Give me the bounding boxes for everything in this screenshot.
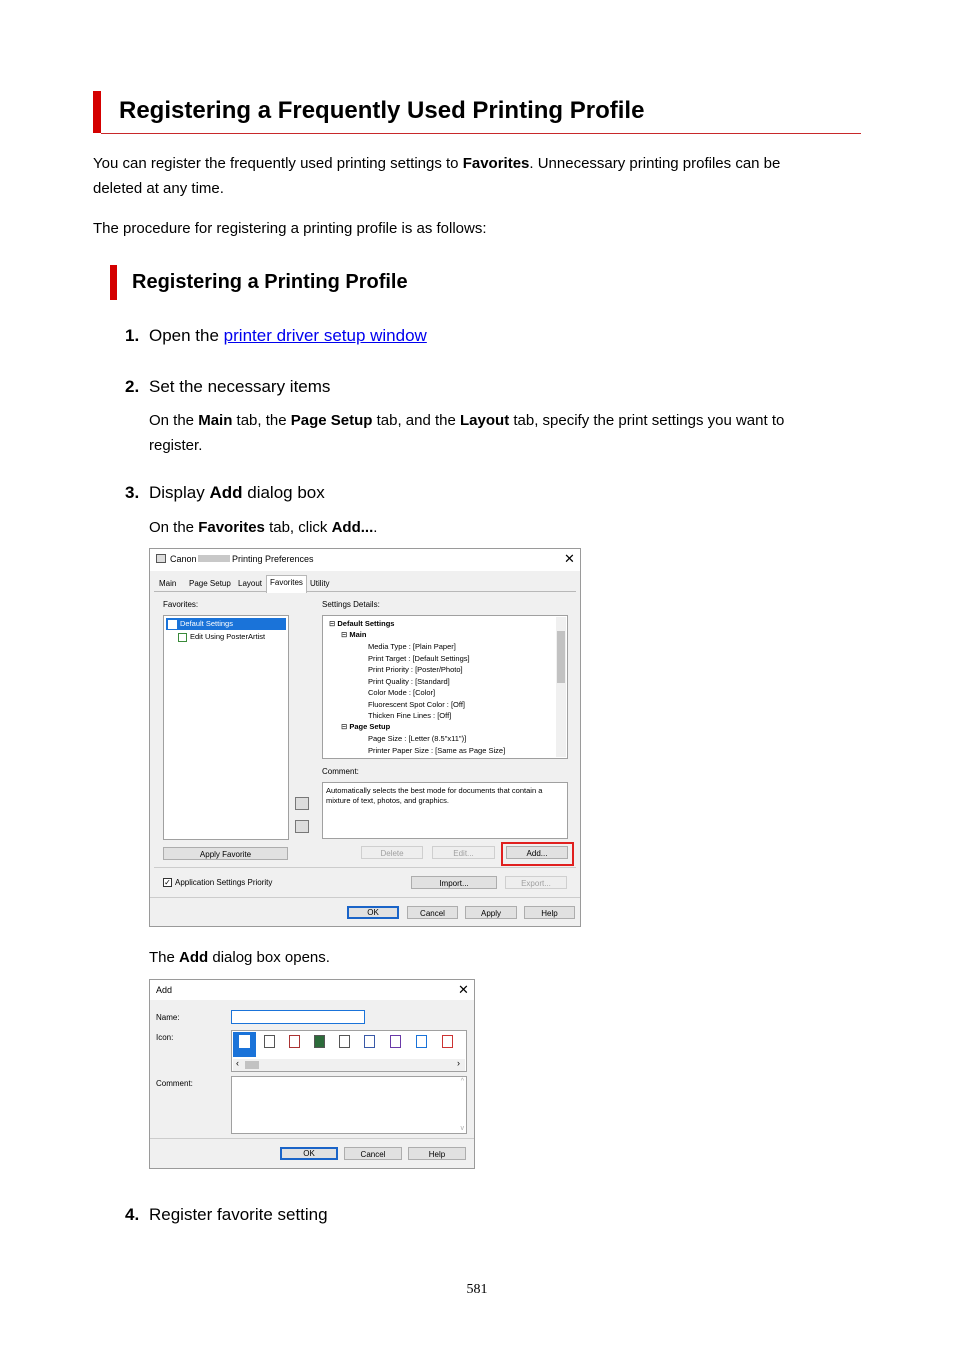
intro-text-rest: . Unnecessary printing profiles can be (529, 155, 781, 172)
scrollbar-thumb[interactable] (557, 631, 565, 683)
desc-text: tab, the (232, 412, 291, 429)
scrollbar-thumb[interactable] (245, 1061, 259, 1069)
tree-main-items (368, 641, 470, 722)
procedure-intro: The procedure for registering a printing profile is as follows: (93, 220, 487, 237)
desc-text: dialog box opens. (208, 949, 330, 966)
tree-item: Page Size : [Letter (8.5"x11")] (368, 734, 467, 743)
apply-favorite-button[interactable]: Apply Favorite (163, 847, 288, 860)
step-3-description (149, 515, 377, 540)
export-button[interactable]: Export... (505, 876, 567, 889)
tab-utility[interactable]: Utility (310, 579, 330, 588)
intro-text-line2: deleted at any time. (93, 180, 224, 197)
scroll-up-icon[interactable]: ^ (460, 1078, 464, 1085)
separator (154, 867, 576, 868)
printer-icon (156, 554, 166, 563)
comment-label: Comment: (156, 1079, 193, 1088)
desc-text: The (149, 949, 180, 966)
desc-bold: Add (179, 949, 209, 966)
desc-text: On the (149, 519, 199, 536)
tree-item: Color Mode : [Color] (368, 688, 436, 697)
apply-button[interactable]: Apply (465, 906, 517, 919)
heading-underline (101, 133, 861, 134)
add-button[interactable]: Add... (506, 846, 568, 859)
close-icon[interactable]: ✕ (458, 982, 469, 997)
tree-main-node: ⊟ Main (341, 630, 367, 639)
page-title: Registering a Frequently Used Printing Profile (119, 97, 645, 124)
tree-item: Printer Paper Size : [Same as Page Size] (368, 745, 506, 755)
step-number: 3. (125, 483, 140, 502)
app-priority-label: Application Settings Priority (175, 878, 273, 887)
favorites-list[interactable] (163, 615, 289, 840)
tree-item: Print Quality : [Standard] (368, 676, 450, 686)
favorite-label: Default Settings (180, 619, 233, 628)
favorite-item-default[interactable] (166, 618, 286, 630)
delete-button[interactable]: Delete (361, 846, 423, 859)
favorite-item-posterartist[interactable] (178, 631, 265, 643)
app-priority-checkbox[interactable]: ✓ (164, 878, 171, 887)
dialog-title-canon: Canon (170, 554, 197, 564)
step-3-label: Display (149, 483, 210, 502)
help-button[interactable]: Help (408, 1147, 466, 1160)
separator (150, 1138, 474, 1139)
tree-page-items (368, 733, 505, 756)
heading-accent-bar (93, 91, 101, 133)
cancel-button[interactable]: Cancel (407, 906, 458, 919)
tab-layout[interactable]: Layout (238, 579, 263, 588)
tree-root-label: Default Settings (337, 619, 395, 628)
tree-item: Print Target : [Default Settings] (368, 653, 470, 663)
dialog-title: Printing Preferences (232, 554, 314, 564)
favorites-label: Favorites: (163, 600, 199, 609)
add-dialog-opens-text (149, 945, 330, 970)
tree-item: Print Priority : [Poster/Photo] (368, 665, 463, 674)
tree-item: Media Type : [Plain Paper] (368, 642, 456, 651)
intro-paragraph (93, 151, 780, 201)
step-number: 1. (125, 326, 140, 345)
step-4-text: Register favorite setting (149, 1205, 328, 1224)
redacted-model-name (198, 555, 230, 562)
desc-text: On the (149, 412, 199, 429)
tree-page-setup-node: ⊟ Page Setup (341, 722, 391, 731)
settings-details-label: Settings Details: (322, 600, 380, 609)
tab-divider (154, 591, 576, 592)
ok-button[interactable]: OK (280, 1147, 338, 1160)
settings-details-tree[interactable] (322, 615, 568, 759)
desc-text-line2: register. (149, 437, 203, 454)
desc-text: . (373, 519, 378, 536)
step-3-bold: Add (209, 483, 243, 502)
move-down-icon[interactable] (295, 820, 309, 833)
desc-bold: Layout (460, 412, 510, 429)
desc-text: tab, specify the print settings you want to (509, 412, 785, 429)
name-input[interactable] (231, 1010, 365, 1024)
favorite-label: Edit Using PosterArtist (190, 632, 266, 641)
step-number: 2. (125, 377, 140, 396)
desc-bold: Main (198, 412, 233, 429)
favorite-icon (168, 620, 177, 629)
scroll-down-icon[interactable]: v (460, 1125, 464, 1132)
desc-text: tab, click (264, 519, 332, 536)
profile-icon-1[interactable] (239, 1035, 250, 1048)
dialog-title: Add (156, 985, 173, 995)
separator (150, 897, 580, 898)
comment-label: Comment: (322, 767, 359, 776)
add-button-highlight (501, 842, 574, 866)
profile-icon-8[interactable] (416, 1035, 427, 1048)
dialog-titlebar (150, 980, 474, 1000)
comment-box[interactable] (322, 782, 568, 839)
profile-icon-4[interactable] (314, 1035, 325, 1048)
printer-driver-setup-link[interactable]: printer driver setup window (223, 326, 427, 345)
step-3-text (149, 483, 325, 503)
tree-item: Fluorescent Spot Color : [Off] (368, 699, 465, 709)
profile-icon-2[interactable] (264, 1035, 275, 1048)
add-dialog (149, 979, 475, 1169)
tree-root: ⊟ Default Settings (329, 619, 395, 628)
tree-item: Thicken Fine Lines : [Off] (368, 711, 452, 720)
tab-main[interactable]: Main (159, 579, 177, 588)
name-label: Name: (156, 1013, 180, 1022)
icon-scrollbar[interactable] (233, 1059, 465, 1071)
desc-bold: Page Setup (290, 412, 373, 429)
scroll-right-icon[interactable]: › (457, 1058, 460, 1068)
step-3-label-end: dialog box (242, 483, 325, 502)
step-2-description (149, 408, 784, 458)
help-button[interactable]: Help (524, 906, 575, 919)
tab-favorites[interactable]: Favorites (266, 575, 307, 593)
import-button[interactable]: Import... (411, 876, 497, 889)
icon-label: Icon: (156, 1033, 174, 1042)
printing-preferences-dialog (149, 548, 581, 927)
comment-input[interactable] (231, 1076, 467, 1134)
profile-icon-5[interactable] (339, 1035, 350, 1048)
move-up-icon[interactable] (295, 797, 309, 810)
step-1-text (149, 326, 427, 346)
page-number: 581 (466, 1282, 488, 1297)
comment-text: Automatically selects the best mode for documents that contain a mixture of text, photos, and graphics. (326, 786, 543, 805)
desc-text: tab, and the (372, 412, 461, 429)
step-1-label: Open the (149, 326, 224, 345)
tree-scrollbar[interactable] (556, 617, 566, 757)
desc-bold: Add... (331, 519, 374, 536)
ok-button[interactable]: OK (347, 906, 399, 919)
step-number: 4. (125, 1205, 140, 1224)
tree-main-label: Main (349, 630, 367, 639)
profile-icon-3[interactable] (289, 1035, 300, 1048)
section-title: Registering a Printing Profile (132, 271, 408, 293)
profile-icon-7[interactable] (390, 1035, 401, 1048)
scroll-left-icon[interactable]: ‹ (236, 1058, 239, 1068)
tab-page-setup[interactable]: Page Setup (189, 579, 231, 588)
tree-page-setup-label: Page Setup (349, 722, 391, 731)
cancel-button[interactable]: Cancel (344, 1147, 402, 1160)
step-2-text: Set the necessary items (149, 377, 331, 396)
edit-button[interactable]: Edit... (432, 846, 495, 859)
intro-text: You can register the frequently used printing settings to (93, 155, 463, 172)
desc-bold: Favorites (198, 519, 265, 536)
close-icon[interactable]: ✕ (564, 551, 575, 566)
posterartist-icon (178, 633, 187, 642)
profile-icon-6[interactable] (364, 1035, 375, 1048)
subheading-accent-bar (110, 265, 117, 300)
intro-bold-favorites: Favorites (462, 155, 530, 172)
profile-icon-9[interactable] (442, 1035, 453, 1048)
